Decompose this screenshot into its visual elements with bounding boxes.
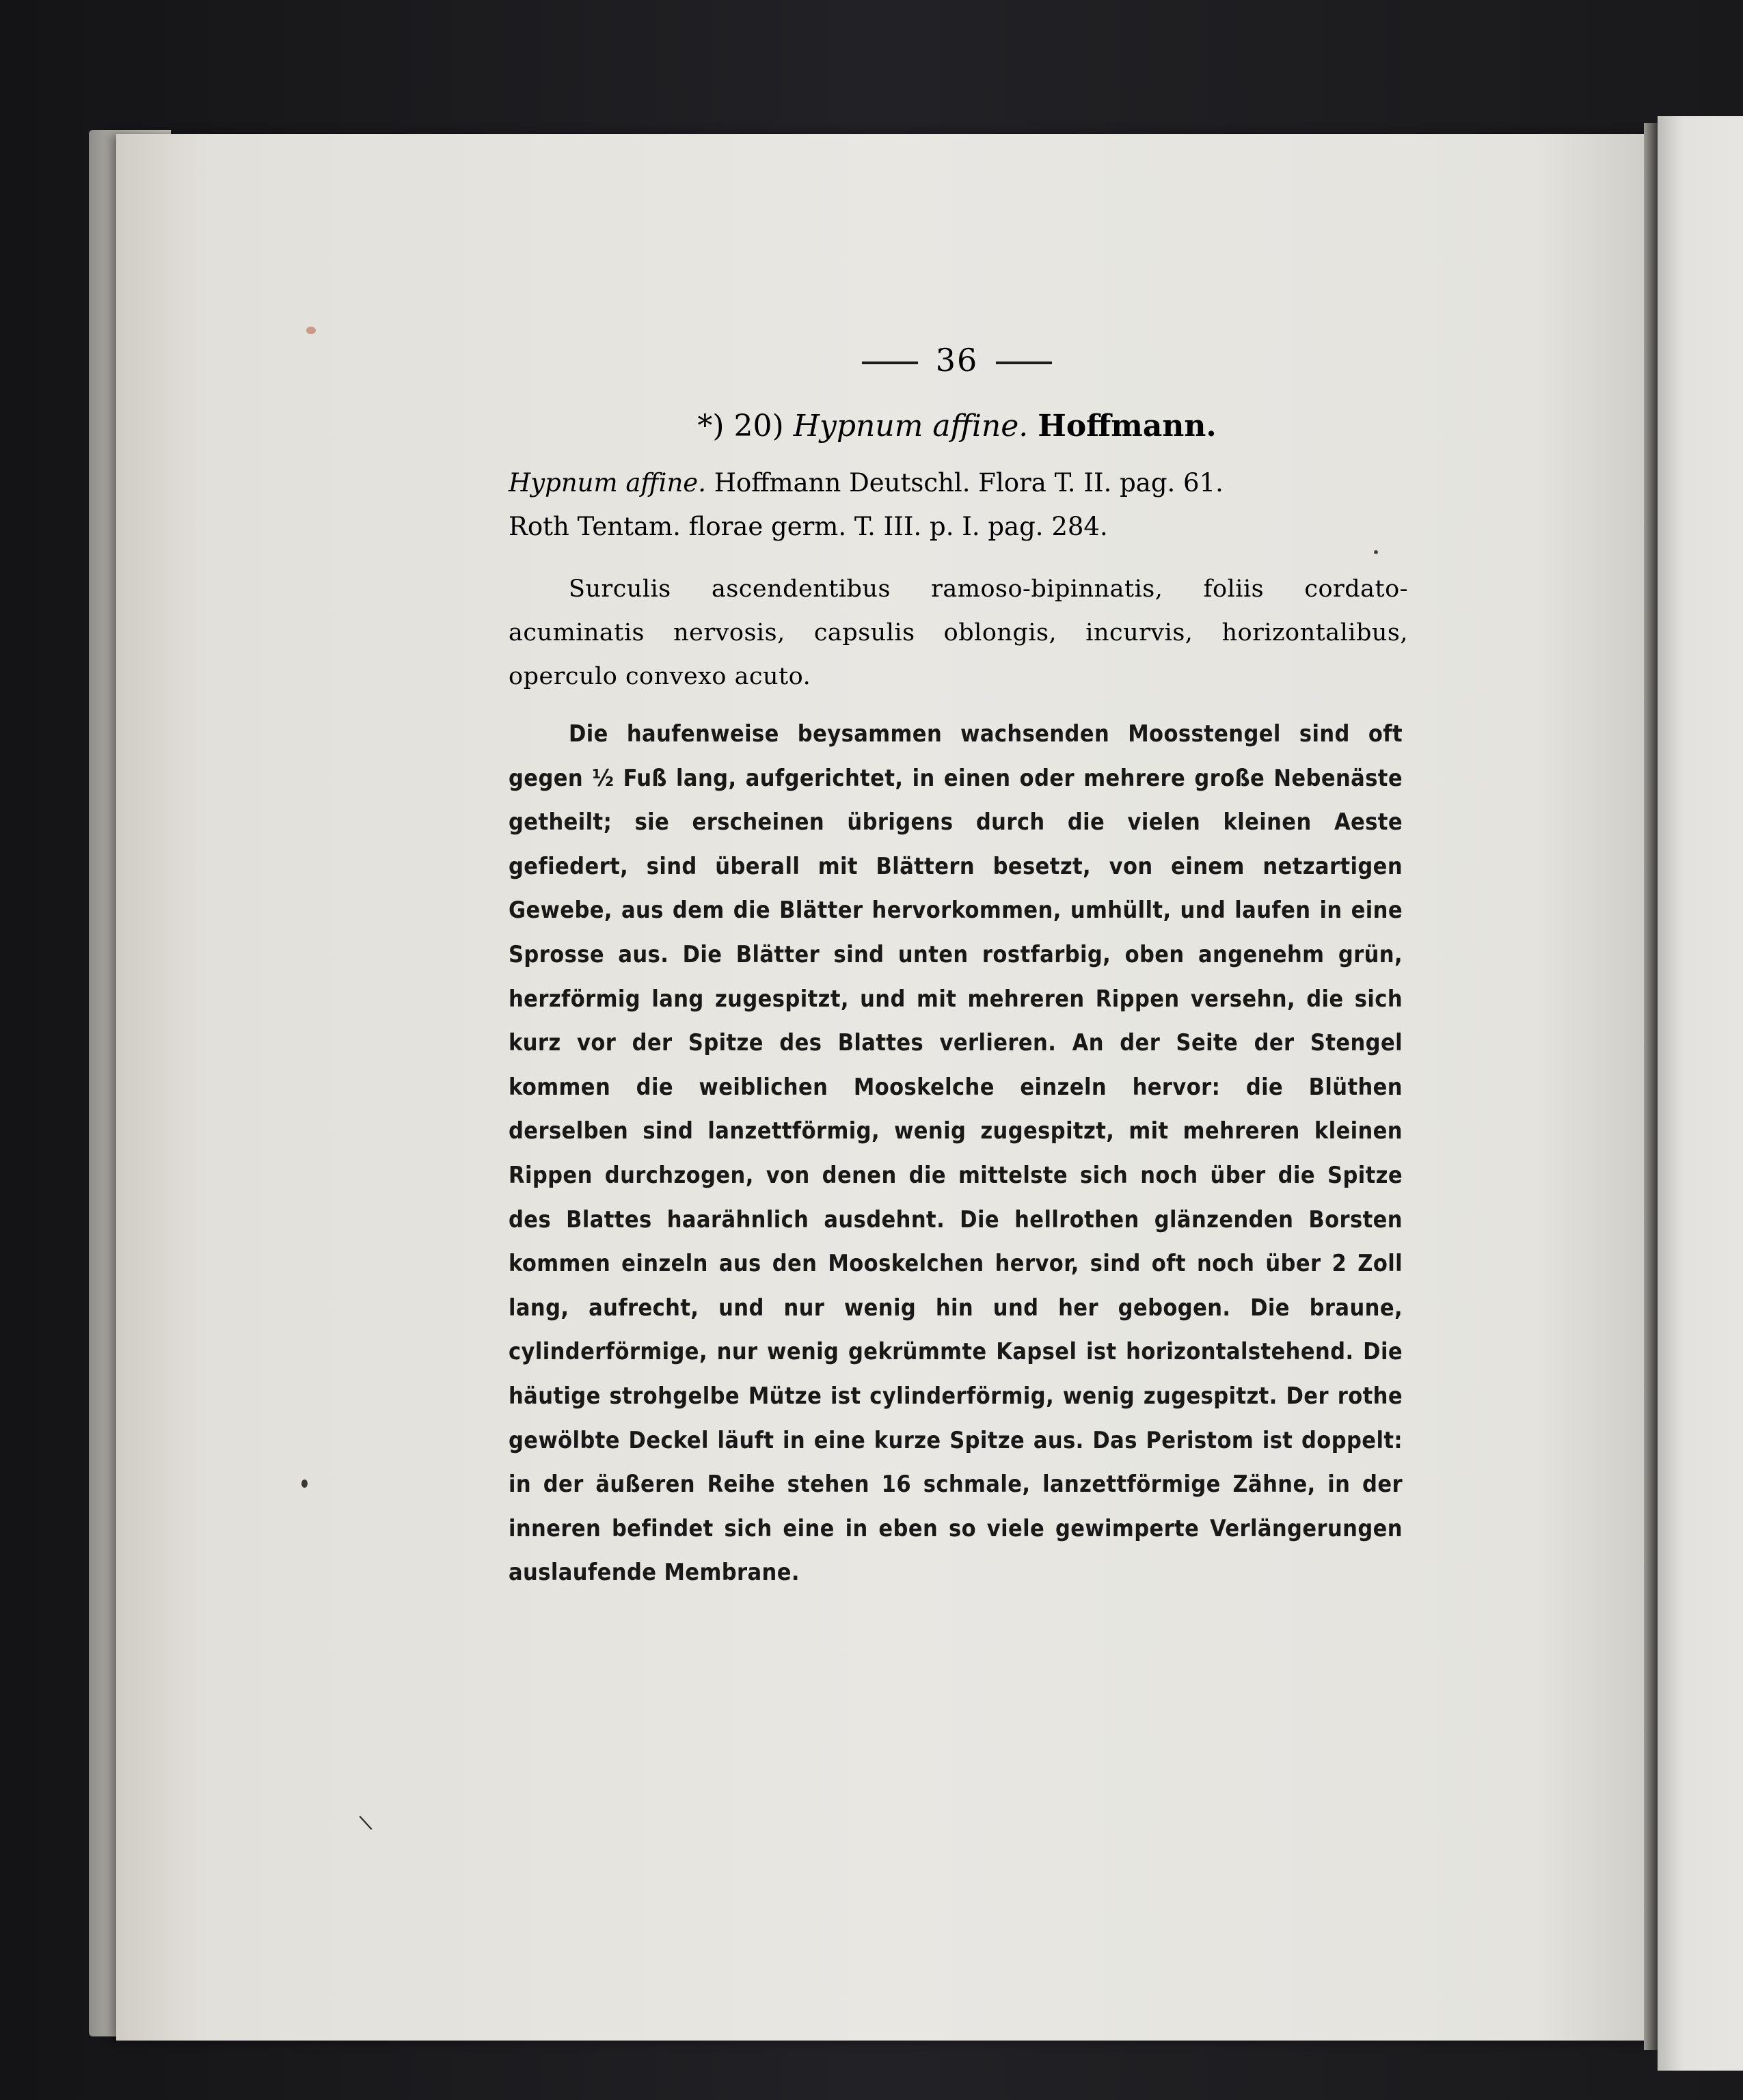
reference-text: Roth Tentam. florae germ. T. III. p. I. pag. 284. [509, 512, 1108, 541]
reference-text: Hoffmann Deutschl. Flora T. II. pag. 61. [705, 468, 1224, 497]
dash-left [862, 362, 918, 364]
dash-right [996, 362, 1052, 364]
species-name: Hypnum affine. [793, 409, 1029, 444]
paper-speck [301, 1479, 308, 1488]
reference-species: Hypnum affine. [509, 468, 706, 497]
footnote-marker: *) [697, 409, 725, 444]
paper-speck [1374, 550, 1378, 554]
entry-heading [506, 409, 1408, 444]
book-gutter [1644, 123, 1658, 2050]
entry-number: 20) [733, 409, 784, 444]
facing-page-edge [1658, 116, 1743, 2071]
latin-description: Surculis ascendentibus ramoso-bipinnatis, foliis cordato-acuminatis nervosis, capsulis oblongis, incurvis, horizontalibus, operculo convexo acuto. [509, 575, 1408, 690]
reference-line-2 [509, 507, 1411, 547]
author-name: Hoffmann. [1038, 409, 1217, 444]
page-number [506, 342, 1408, 379]
reference-line-1 [509, 463, 1411, 503]
german-description: Die haufenweise beysammen wachsenden Moosstengel sind oft gegen ½ Fuß lang, aufgerichtet, in einen oder mehrere große Nebenäste getheilt; sie erscheinen übrigens durch die vielen kleinen Aeste gefiedert, sind überall mit Blättern besetzt, von einem netzartigen Gewebe, aus dem die Blätter hervorkommen, umhüllt, und laufen in eine Sprosse aus. Die Blätter sind unten rostfarbig, oben angenehm grün, herzförmig lang zugespitzt, und mit mehreren Rippen versehn, die sich kurz vor der Spitze des Blattes verlieren. An der Seite der Stengel kommen die weiblichen Mooskelche einzeln hervor: die Blüthen derselben sind lanzettförmig, wenig zugespitzt, mit mehreren kleinen Rippen durchzogen, von denen die mittelste sich noch über die Spitze des Blattes haarähnlich ausdehnt. Die hellrothen glänzenden Borsten kommen einzeln aus den Mooskelchen hervor, sind oft noch über 2 Zoll lang, aufrecht, und nur wenig hin und her gebogen. Die braune, cylinderförmige, nur wenig gekrümmte Kapsel ist horizontalstehend. Die häutige strohgelbe Mütze ist cylinderförmig, wenig zugespitzt. Der rothe gewölbte Deckel läuft in eine kurze Spitze aus. Das Peristom ist doppelt: in der äußeren Reihe stehen 16 schmale, lanzettförmige Zähne, in der inneren befindet sich eine in eben so viele gewimperte Verlängerungen auslaufende Membrane. [509, 720, 1403, 1587]
page-number-text: 36 [935, 342, 979, 379]
paper-speck [306, 327, 316, 334]
pencil-mark: \ [357, 1810, 375, 1836]
